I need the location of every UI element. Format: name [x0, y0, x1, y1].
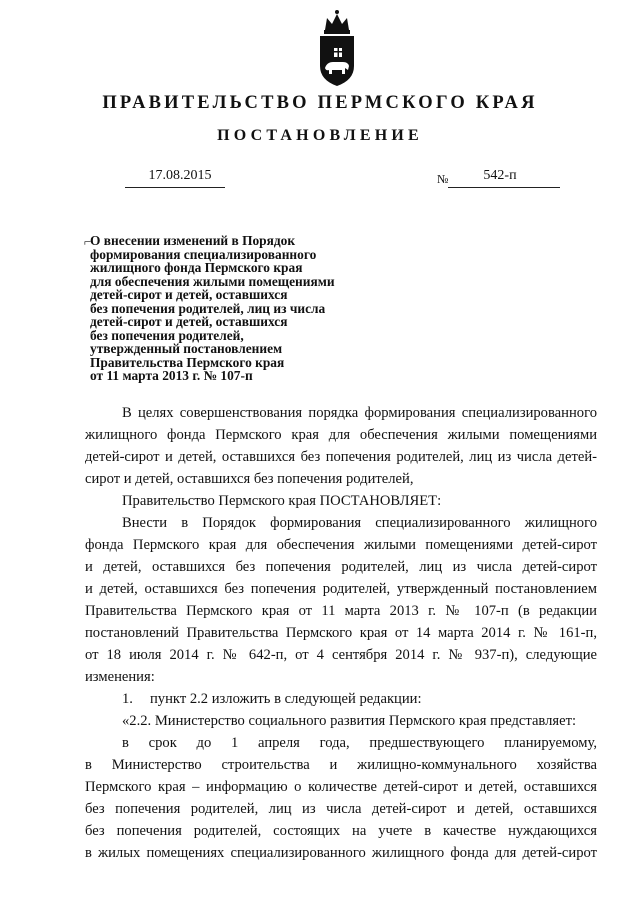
list-item-text: пункт 2.2 изложить в следующей редакции:	[150, 691, 422, 707]
body-line: Пермского края – информацию о количестве детей-сирот и детей, оставшихся	[85, 779, 597, 795]
body-line: без попечения родителей, лиц из числа детей-сирот и детей, оставшихся	[85, 801, 597, 817]
subject-line: детей-сирот и детей, оставшихся	[90, 287, 288, 302]
body-line: без попечения родителей, состоящих на учете в качестве нуждающихся	[85, 823, 597, 839]
subject-line: без попечения родителей, лиц из числа	[90, 300, 326, 316]
body-line: изменения:	[85, 669, 155, 685]
body-line: и детей, оставшихся без попечения родителей, утвержденный постановлением	[85, 581, 597, 597]
body-line: Правительство Пермского края ПОСТАНОВЛЯЕТ:	[122, 493, 442, 509]
government-title: ПРАВИТЕЛЬСТВО ПЕРМСКОГО КРАЯ	[102, 93, 538, 113]
perm-krai-coat-of-arms-icon	[315, 8, 359, 88]
body-line: и детей, оставшихся без попечения родителей, лиц из числа детей-сирот	[85, 559, 597, 575]
list-item-number: 1.	[122, 691, 133, 707]
body-line: в срок до 1 апреля года, предшествующего планируемому,	[122, 735, 597, 751]
subject-line: Правительства Пермского края	[90, 354, 285, 370]
body-line: в Министерство строительства и жилищно-коммунального хозяйства	[85, 757, 597, 773]
document-type: ПОСТАНОВЛЕНИЕ	[217, 127, 423, 144]
body-line: сирот и детей, оставшихся без попечения родителей,	[85, 471, 414, 487]
subject-line: от 11 марта 2013 г. № 107-п	[90, 368, 253, 383]
document-body	[85, 402, 597, 864]
body-line: «2.2. Министерство социального развития Пермского края представляет:	[122, 713, 577, 729]
subject-corner-mark: ⌐	[84, 234, 92, 249]
subject-line: жилищного фонда Пермского края	[90, 260, 303, 275]
body-line: В целях совершенствования порядка формирования специализированного	[122, 405, 597, 421]
body-line: в жилых помещениях специализированного жилищного фонда для детей-сирот	[85, 845, 597, 861]
subject-line: без попечения родителей,	[90, 327, 244, 343]
number-sign: №	[437, 172, 449, 186]
document-date: 17.08.2015	[148, 168, 212, 183]
body-line: постановлений Правительства Пермского края от 14 марта 2014 г. № 161-п,	[85, 625, 597, 641]
body-line: Правительства Пермского края от 11 марта 2013 г. № 107-п (в редакции	[85, 603, 597, 619]
body-line: детей-сирот и детей, оставшихся без попечения родителей, лиц из числа детей-	[85, 449, 597, 465]
subject-line: для обеспечения жилыми помещениями	[90, 273, 335, 289]
subject-line: детей-сирот и детей, оставшихся	[90, 314, 288, 329]
document-number: 542-п	[483, 168, 517, 183]
body-line: от 18 июля 2014 г. № 642-п, от 4 сентября 2014 г. № 937-п), следующие	[85, 647, 597, 663]
subject-line: О внесении изменений в Порядок	[90, 233, 296, 248]
subject-line: формирования специализированного	[90, 246, 317, 262]
body-line: Внести в Порядок формирования специализированного жилищного	[122, 515, 597, 531]
subject-line: утвержденный постановлением	[90, 341, 283, 356]
document-subject	[90, 234, 390, 383]
list-item	[85, 688, 597, 710]
body-line: жилищного фонда Пермского края для обеспечения жилыми помещениями	[85, 427, 597, 443]
number-underline	[448, 187, 560, 188]
body-line: фонда Пермского края для обеспечения жилыми помещениями детей-сирот	[85, 537, 597, 553]
date-underline	[125, 187, 225, 188]
